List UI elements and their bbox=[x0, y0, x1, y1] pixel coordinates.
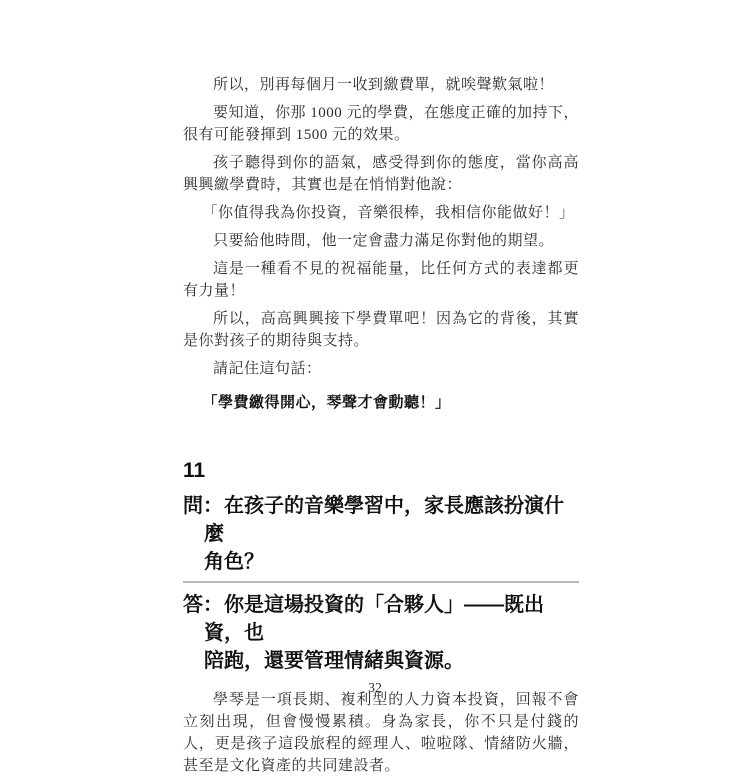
paragraph: 請記住這句話： bbox=[213, 361, 322, 377]
paragraph: 只要給他時間，他一定會盡力滿足你對他的期望。 bbox=[213, 233, 555, 249]
page-content bbox=[183, 74, 579, 777]
closing-paragraph: 學琴是一項長期、複利型的人力資本投資，回報不會立刻出現，但會慢慢累積。身為家長，你不只是付錢的人，更是孩子這段旅程的經理人、啦啦隊、情緒防火牆，甚至是文化資產的共同建設者。 bbox=[183, 692, 579, 774]
question-line: 角色？ bbox=[204, 551, 264, 573]
question-block bbox=[183, 492, 579, 576]
paragraph: 要知道，你那 1000 元的學費，在態度正確的加持下，很有可能發揮到 1500 元的效果。 bbox=[183, 105, 580, 143]
paragraph: 孩子聽得到你的語氣，感受得到你的態度，當你高高興興繳學費時，其實也是在悄悄對他說： bbox=[183, 155, 579, 193]
section-number: 11 bbox=[183, 459, 206, 482]
answer-line: 你是這場投資的「合夥人」——既出資，也 bbox=[204, 594, 544, 644]
question-line: 在孩子的音樂學習中，家長應該扮演什麼 bbox=[204, 495, 564, 545]
question-answer-divider bbox=[183, 581, 579, 583]
question-prefix-label: 問： bbox=[183, 495, 223, 517]
answer-block bbox=[183, 591, 579, 675]
paragraph: 所以，高高興興接下學費單吧！因為它的背後，其實是你對孩子的期待與支持。 bbox=[183, 311, 579, 349]
paragraph: 這是一種看不見的祝福能量，比任何方式的表達都更有力量！ bbox=[183, 261, 579, 299]
answer-line: 陪跑，還要管理情緒與資源。 bbox=[204, 650, 464, 672]
paragraph-quote: 「你值得我為你投資，音樂很棒，我相信你能做好！」 bbox=[202, 205, 575, 221]
answer-prefix-label: 答： bbox=[183, 594, 223, 616]
key-quote: 「學費繳得開心，琴聲才會動聽！」 bbox=[202, 394, 451, 411]
page-number: 32 bbox=[368, 681, 382, 696]
paragraph: 所以，別再每個月一收到繳費單，就唉聲歎氣啦！ bbox=[213, 77, 555, 93]
